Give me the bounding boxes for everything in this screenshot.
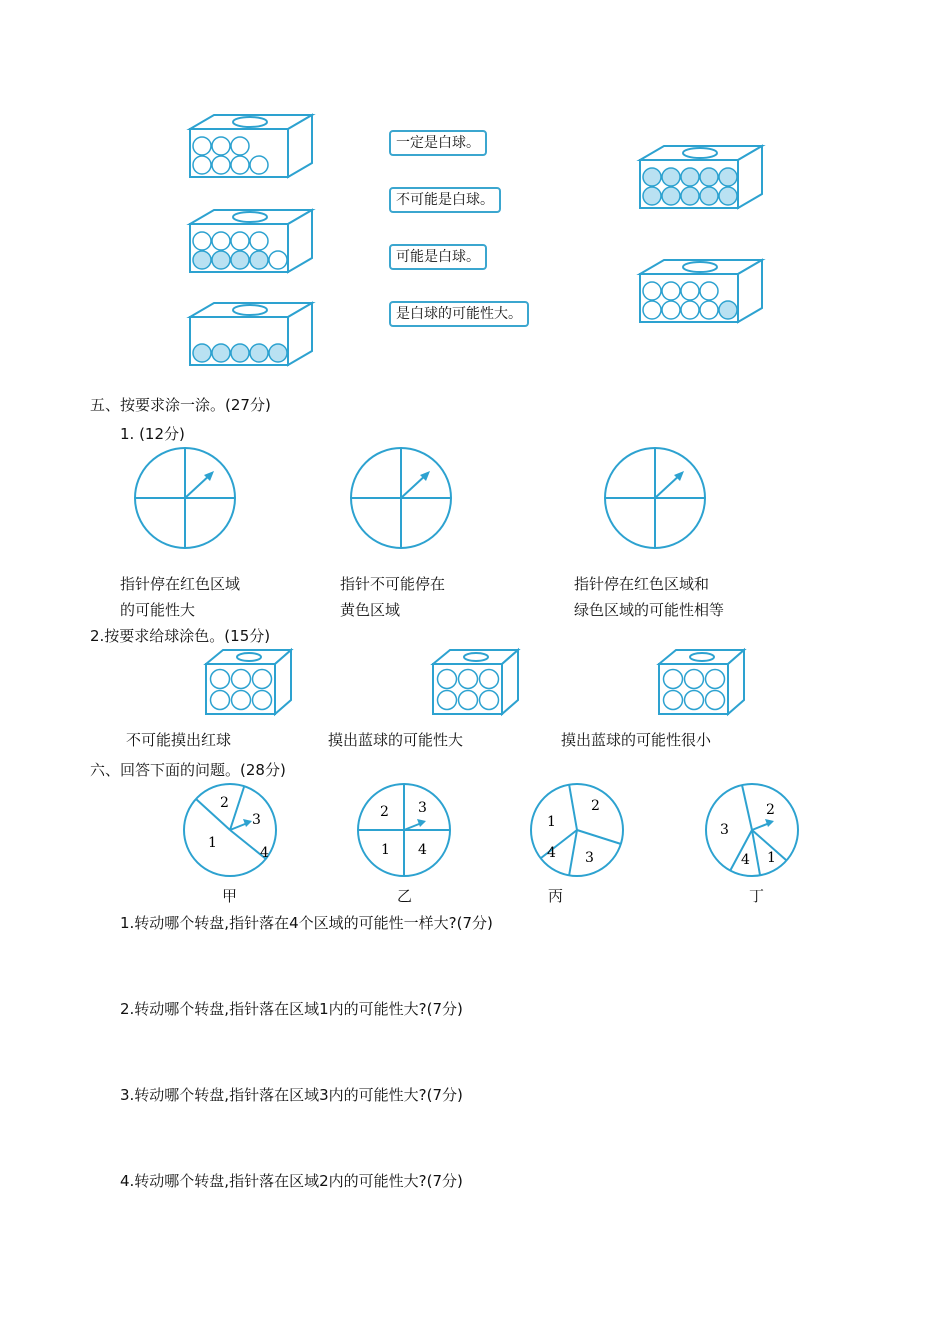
blank-ball bbox=[685, 670, 704, 689]
blue-ball bbox=[662, 168, 680, 186]
label-impossible-white[interactable]: 不可能是白球。 bbox=[389, 187, 501, 213]
region-label: 3 bbox=[252, 812, 261, 828]
ball-box-3 bbox=[186, 301, 316, 369]
question-2: 2.转动哪个转盘,指针落在区域1内的可能性大?(7分) bbox=[120, 1000, 463, 1018]
blue-ball bbox=[681, 187, 699, 205]
blank-ball bbox=[480, 670, 499, 689]
ball-box-5 bbox=[636, 258, 766, 326]
blue-ball bbox=[643, 168, 661, 186]
blue-ball bbox=[231, 251, 249, 269]
blue-ball bbox=[212, 251, 230, 269]
color-box-3[interactable] bbox=[656, 648, 748, 718]
region-label: 1 bbox=[208, 835, 217, 851]
blank-ball bbox=[459, 670, 478, 689]
blue-ball bbox=[719, 168, 737, 186]
label-certain-white[interactable]: 一定是白球。 bbox=[389, 130, 487, 156]
blue-ball bbox=[681, 168, 699, 186]
region-label: 4 bbox=[260, 845, 269, 861]
ball-box-1 bbox=[186, 113, 316, 181]
region-label: 3 bbox=[720, 822, 729, 838]
blank-ball bbox=[706, 670, 725, 689]
white-ball bbox=[700, 301, 718, 319]
blank-ball bbox=[232, 691, 251, 710]
white-ball bbox=[212, 232, 230, 250]
white-ball bbox=[193, 137, 211, 155]
blank-ball bbox=[706, 691, 725, 710]
white-ball bbox=[231, 137, 249, 155]
color-box-1[interactable] bbox=[203, 648, 295, 718]
spinner-jia bbox=[182, 782, 282, 882]
q1-title: 1. (12分) bbox=[120, 425, 185, 443]
white-ball bbox=[643, 282, 661, 300]
label-possible-white[interactable]: 可能是白球。 bbox=[389, 244, 487, 270]
spinner-blank-1[interactable] bbox=[132, 445, 240, 553]
spinner-name-jia: 甲 bbox=[222, 887, 238, 905]
region-label: 3 bbox=[585, 850, 594, 866]
spinner-bing bbox=[529, 782, 629, 882]
blue-ball bbox=[643, 187, 661, 205]
blank-ball bbox=[211, 670, 230, 689]
white-ball bbox=[231, 232, 249, 250]
blue-ball bbox=[662, 187, 680, 205]
spinner-blank-3[interactable] bbox=[602, 445, 710, 553]
blue-ball bbox=[700, 168, 718, 186]
white-ball bbox=[250, 156, 268, 174]
blank-ball bbox=[459, 691, 478, 710]
spinner-yi bbox=[356, 782, 456, 882]
region-label: 4 bbox=[547, 845, 556, 861]
spinner-caption-1: 指针停在红色区域 的可能性大 bbox=[120, 575, 241, 619]
spinner-blank-2[interactable] bbox=[348, 445, 456, 553]
spinner-name-yi: 乙 bbox=[397, 887, 413, 905]
blank-ball bbox=[438, 670, 457, 689]
section5-title: 五、按要求涂一涂。(27分) bbox=[90, 396, 271, 414]
blue-ball bbox=[719, 301, 737, 319]
blue-ball bbox=[212, 344, 230, 362]
blank-ball bbox=[253, 691, 272, 710]
blank-ball bbox=[438, 691, 457, 710]
blank-ball bbox=[480, 691, 499, 710]
box-caption-2: 摸出蓝球的可能性大 bbox=[328, 731, 464, 749]
region-label: 1 bbox=[381, 842, 390, 858]
spinner-ding bbox=[704, 782, 804, 882]
white-ball bbox=[193, 232, 211, 250]
blue-ball bbox=[719, 187, 737, 205]
region-label: 3 bbox=[418, 800, 427, 816]
spinner-caption-3: 指针停在红色区域和 绿色区域的可能性相等 bbox=[574, 575, 725, 619]
blue-ball bbox=[193, 344, 211, 362]
white-ball bbox=[212, 156, 230, 174]
blank-ball bbox=[685, 691, 704, 710]
question-3: 3.转动哪个转盘,指针落在区域3内的可能性大?(7分) bbox=[120, 1086, 463, 1104]
q2-title: 2.按要求给球涂色。(15分) bbox=[90, 627, 271, 645]
region-label: 1 bbox=[547, 814, 556, 830]
white-ball bbox=[250, 232, 268, 250]
region-label: 2 bbox=[591, 798, 600, 814]
region-label: 2 bbox=[766, 802, 775, 818]
box-caption-3: 摸出蓝球的可能性很小 bbox=[561, 731, 712, 749]
region-label: 4 bbox=[418, 842, 427, 858]
question-1: 1.转动哪个转盘,指针落在4个区域的可能性一样大?(7分) bbox=[120, 914, 493, 932]
white-ball bbox=[231, 156, 249, 174]
spinner-name-ding: 丁 bbox=[749, 887, 765, 905]
white-ball bbox=[700, 282, 718, 300]
blue-ball bbox=[231, 344, 249, 362]
spinner-name-bing: 丙 bbox=[548, 887, 564, 905]
color-box-2[interactable] bbox=[430, 648, 522, 718]
white-ball bbox=[193, 156, 211, 174]
region-label: 1 bbox=[767, 850, 776, 866]
blank-ball bbox=[664, 670, 683, 689]
spinner-caption-2: 指针不可能停在 黄色区域 bbox=[340, 575, 446, 619]
white-ball bbox=[662, 282, 680, 300]
blue-ball bbox=[250, 344, 268, 362]
ball-box-4 bbox=[636, 144, 766, 212]
blank-ball bbox=[211, 691, 230, 710]
section6-title: 六、回答下面的问题。(28分) bbox=[90, 761, 286, 779]
blank-ball bbox=[664, 691, 683, 710]
white-ball bbox=[269, 251, 287, 269]
region-label: 2 bbox=[220, 795, 229, 811]
label-likely-white[interactable]: 是白球的可能性大。 bbox=[389, 301, 529, 327]
white-ball bbox=[643, 301, 661, 319]
blue-ball bbox=[269, 344, 287, 362]
white-ball bbox=[681, 282, 699, 300]
white-ball bbox=[662, 301, 680, 319]
blank-ball bbox=[232, 670, 251, 689]
ball-box-2 bbox=[186, 208, 316, 276]
white-ball bbox=[681, 301, 699, 319]
blue-ball bbox=[700, 187, 718, 205]
blue-ball bbox=[250, 251, 268, 269]
blank-ball bbox=[253, 670, 272, 689]
white-ball bbox=[212, 137, 230, 155]
region-label: 4 bbox=[741, 852, 750, 868]
question-4: 4.转动哪个转盘,指针落在区域2内的可能性大?(7分) bbox=[120, 1172, 463, 1190]
blue-ball bbox=[193, 251, 211, 269]
box-caption-1: 不可能摸出红球 bbox=[126, 731, 232, 749]
region-label: 2 bbox=[380, 804, 389, 820]
